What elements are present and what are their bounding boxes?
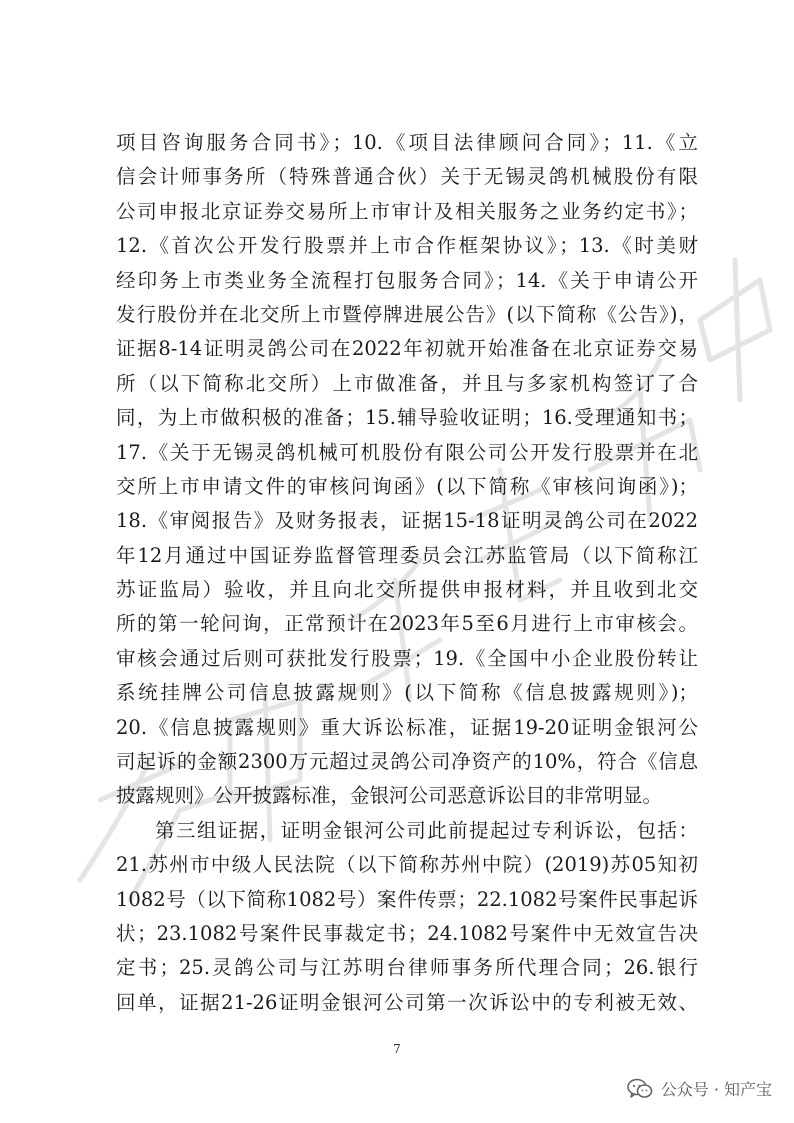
page-number: 7	[393, 1042, 401, 1056]
text-line: 经印务上市类业务全流程打包服务合同》；14.《关于申请公开	[116, 268, 698, 292]
text-line: 审核会通过后则可获批发行股票；19.《全国中小企业股份转让	[116, 646, 698, 670]
wechat-icon	[627, 1078, 653, 1100]
footer-brand	[627, 1077, 772, 1100]
text-line: 信会计师事务所（特殊普通合伙）关于无锡灵鸽机械股份有限	[116, 165, 698, 189]
document-body	[116, 126, 698, 1020]
text-line: 17.《关于无锡灵鸽机械可机股份有限公司公开发行股票并在北	[116, 440, 698, 464]
text-line: 1082号（以下简称1082号）案件传票；22.1082号案件民事起诉	[116, 887, 698, 911]
text-line: 项目咨询服务合同书》；10.《项目法律顾问合同》；11.《立	[116, 131, 698, 154]
text-line: 证据8-14证明灵鸽公司在2022年初就开始准备在北京证券交易	[116, 337, 698, 361]
text-line: 披露规则》公开披露标准，金银河公司恶意诉讼目的非常明显。	[116, 784, 663, 808]
text-line: 18.《审阅报告》及财务报表，证据15-18证明灵鸽公司在2022	[116, 509, 698, 533]
text-line: 状；23.1082号案件民事裁定书；24.1082号案件中无效宣告决	[116, 921, 698, 945]
text-line: 系统挂牌公司信息披露规则》(以下简称《信息披露规则》)；	[116, 681, 698, 705]
text-line: 发行股份并在北交所上市暨停牌进展公告》(以下简称《公告》)，	[116, 302, 698, 326]
text-line: 同，为上市做积极的准备；15.辅导验收证明；16.受理通知书；	[116, 406, 698, 430]
paragraph-first-line: 第三组证据，证明金银河公司此前提起过专利诉讼，包括：	[155, 818, 698, 842]
text-line: 回单，证据21-26证明金银河公司第一次诉讼中的专利被无效、	[116, 990, 698, 1014]
text-line: 公司申报北京证券交易所上市审计及相关服务之业务约定书》；	[116, 199, 698, 223]
text-line: 年12月通过中国证券监督管理委员会江苏监管局（以下简称江	[116, 543, 698, 567]
brand-text: 公众号 · 知产宝	[660, 1080, 772, 1099]
text-line: 交所上市申请文件的审核问询函》(以下简称《审核问询函》)；	[116, 474, 698, 498]
text-line: 定书；25.灵鸽公司与江苏明台律师事务所代理合同；26.银行	[116, 956, 698, 980]
text-line: 苏证监局）验收，并且向北交所提供申报材料，并且收到北交	[116, 578, 698, 602]
text-line: 所（以下简称北交所）上市做准备，并且与多家机构签订了合	[116, 371, 698, 395]
text-line: 20.《信息披露规则》重大诉讼标准，证据19-20证明金银河公	[116, 715, 698, 739]
text-line: 12.《首次公开发行股票并上市合作框架协议》；13.《时美财	[116, 234, 698, 258]
text-line: 21.苏州市中级人民法院（以下简称苏州中院）(2019)苏05知初	[116, 853, 698, 877]
text-line: 司起诉的金额2300万元超过灵鸽公司净资产的10%，符合《信息	[116, 750, 698, 774]
text-line: 所的第一轮问询，正常预计在2023年5至6月进行上市审核会。	[116, 612, 698, 636]
